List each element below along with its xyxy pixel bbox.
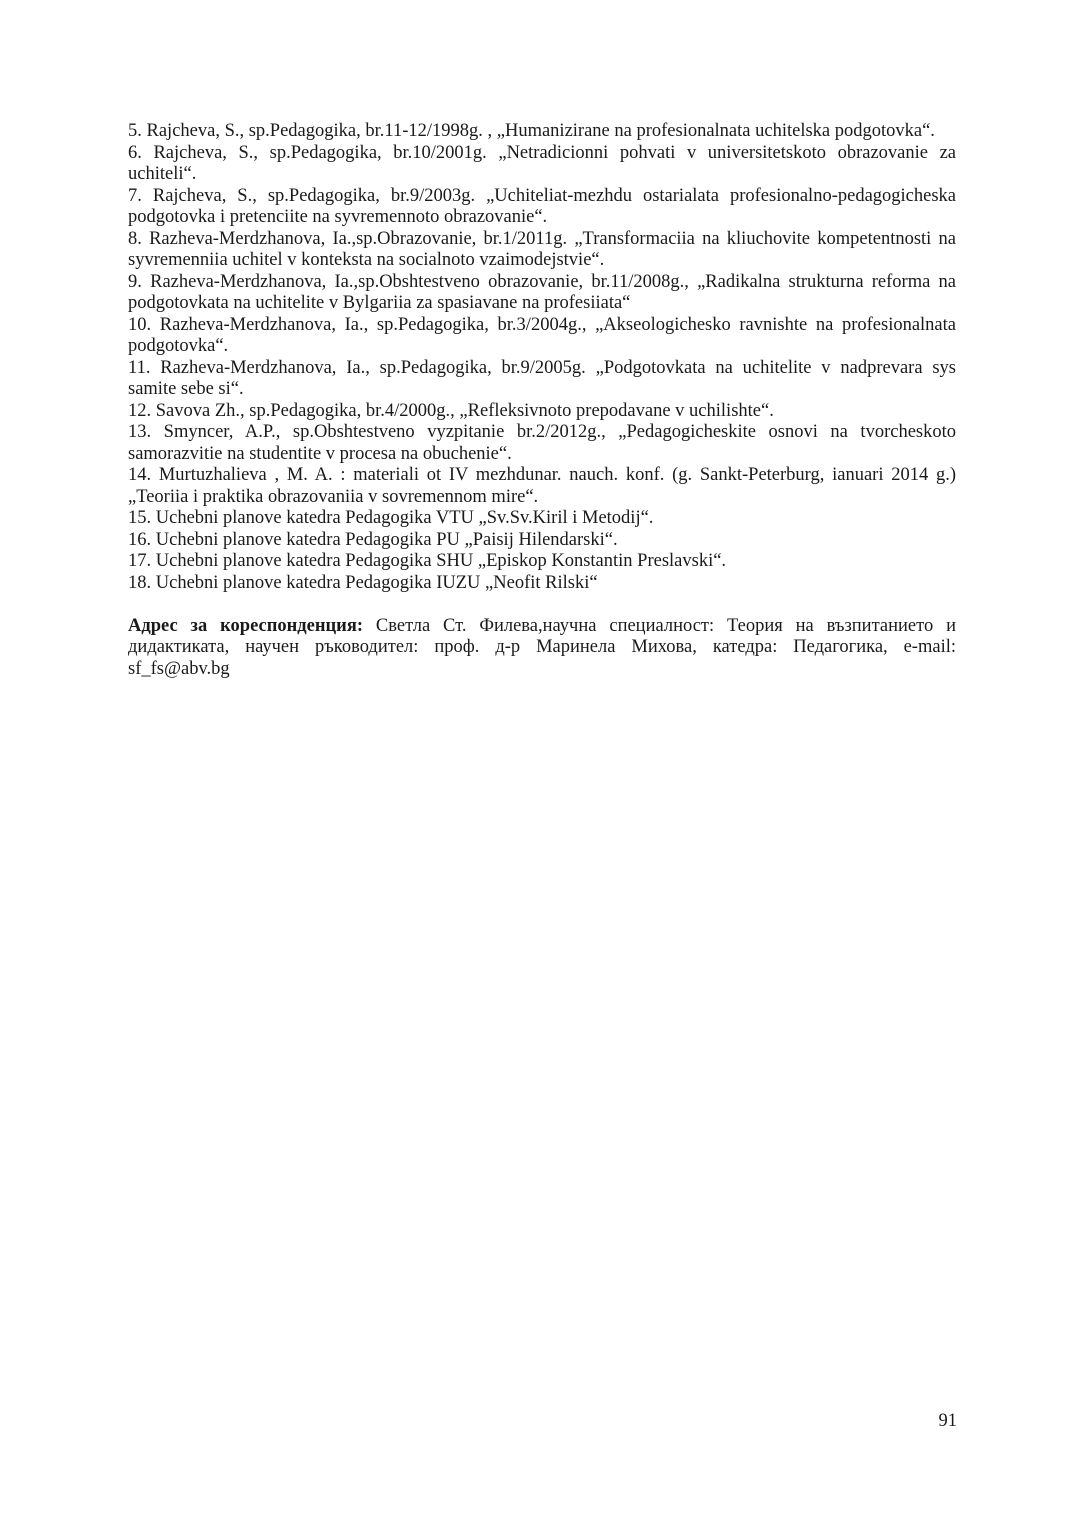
reference-item-17: 17. Uchebni planove katedra Pedagogika SHU „Episkop Konstantin Preslavski“. — [128, 551, 727, 571]
page-number: 91 — [938, 1411, 957, 1431]
reference-item-5: 5. Rajcheva, S., sp.Pedagogika, br.11-12/1998g. , „Humanizirane na profesionalnata uchitelska podgotovka“. — [128, 121, 935, 141]
reference-item-9: 9. Razheva-Merdzhanova, Ia.,sp.Obshtestveno obrazovanie, br.11/2008g., „Radikalna strukturna reforma na podgotovkata na uchitelite v Bylgariia za spasiavane na profesiiata“ — [128, 271, 956, 313]
reference-item-12: 12. Savova Zh., sp.Pedagogika, br.4/2000g., „Refleksivnoto prepodavane v uchilishte“. — [128, 400, 774, 421]
reference-item-16: 16. Uchebni planove katedra Pedagogika PU „Paisij Hilendarski“. — [128, 529, 618, 550]
reference-item-13: 13. Smyncer, A.P., sp.Obshtestveno vyzpitanie br.2/2012g., „Pedagogicheskite osnovi na tvorcheskoto samorazvitie na studentite v procesa na obuchenie“. — [128, 422, 956, 464]
correspondence-label: Адрес за кореспонденция: — [128, 615, 364, 636]
correspondence-text: Светла Ст. Филева,научна специалност: Теория на възпитанието и дидактиката, научен ръководител: проф. д-р Маринела Михова, катедра: Педагогика, e-mail: sf_fs@abv.bg — [128, 615, 956, 679]
correspondence-paragraph — [128, 616, 956, 681]
reference-item-6: 6. Rajcheva, S., sp.Pedagogika, br.10/2001g. „Netradicionni pohvati v universitetskoto obrazovanie za uchiteli“. — [128, 142, 956, 184]
reference-item-11: 11. Razheva-Merdzhanova, Ia., sp.Pedagogika, br.9/2005g. „Podgotovkata na uchitelite v nadprevara sys samite sebe si“. — [128, 357, 956, 399]
reference-item-14: 14. Murtuzhalieva , M. A. : materiali ot IV mezhdunar. nauch. konf. (g. Sankt-Peterburg, ianuari 2014 g.) „Teoriia i praktika obrazovaniia v sovremennom mire“. — [128, 465, 956, 507]
reference-item-18: 18. Uchebni planove katedra Pedagogika IUZU „Neofit Rilski“ — [128, 572, 598, 593]
reference-item-15: 15. Uchebni planove katedra Pedagogika VTU „Sv.Sv.Kiril i Metodij“. — [128, 508, 654, 528]
reference-item-8: 8. Razheva-Merdzhanova, Ia.,sp.Obrazovanie, br.1/2011g. „Transformaciia na kliuchovite kompetentnosti na syvremenniia uchitel v konteksta na socialnoto vzaimodejstvie“. — [128, 228, 956, 270]
references-list — [128, 121, 956, 680]
reference-item-10: 10. Razheva-Merdzhanova, Ia., sp.Pedagogika, br.3/2004g., „Akseologichesko ravnishte na profesionalnata podgotovka“. — [128, 314, 956, 356]
reference-item-7: 7. Rajcheva, S., sp.Pedagogika, br.9/2003g. „Uchiteliat-mezhdu ostarialata profesionalno-pedagogicheska podgotovka i pretenciite na syvremennoto obrazovanie“. — [128, 185, 956, 227]
